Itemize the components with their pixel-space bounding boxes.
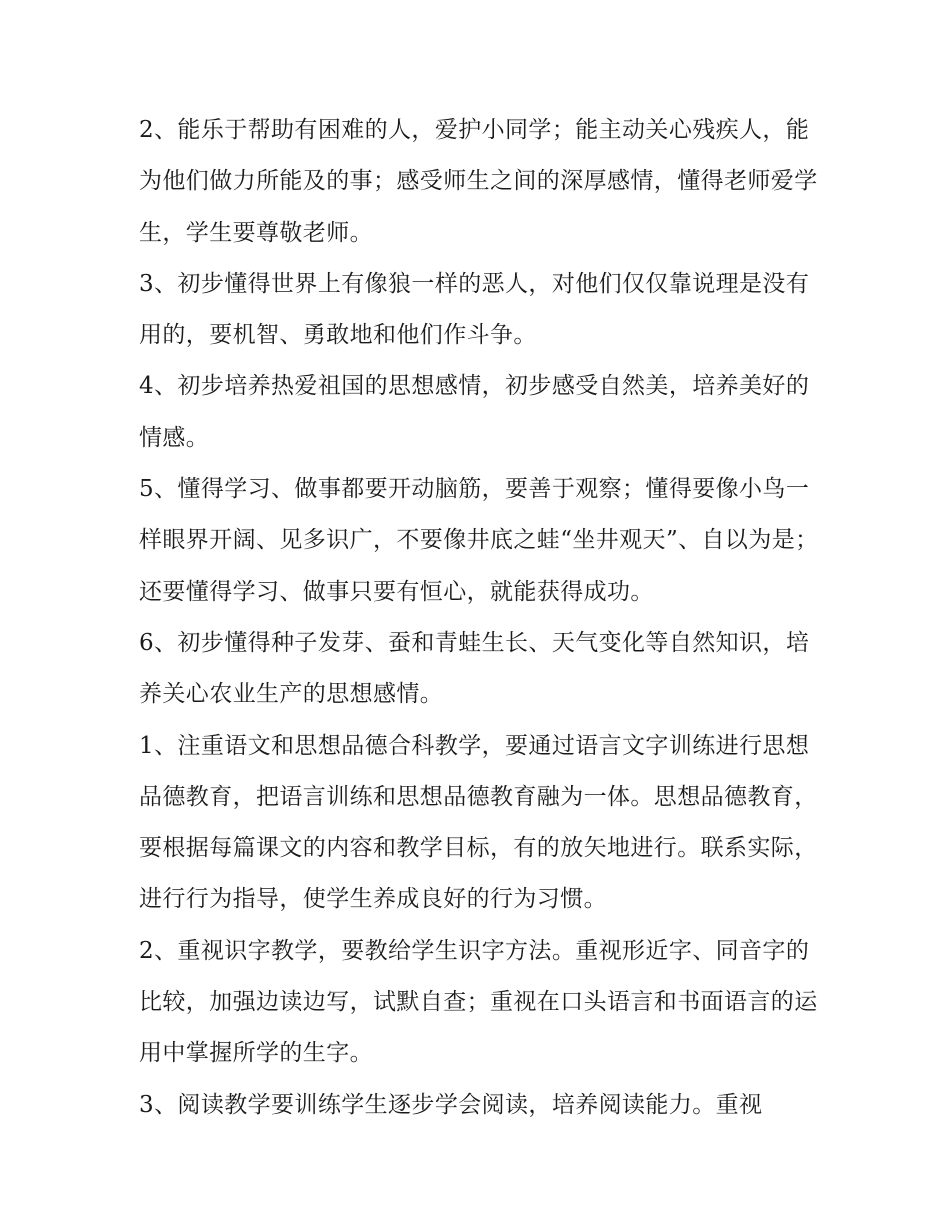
- paragraph-method-1: 1、注重语文和思想品德合科教学，要通过语言文字训练进行思想品德教育，把语言训练和思想品德教育融为一体。思想品德教育，要根据每篇课文的内容和教学目标，有的放矢地进行。联系实际，进行行为指导，使学生养成良好的行为习惯。: [139, 732, 818, 913]
- paragraph-goal-2: 2、能乐于帮助有困难的人，爱护小同学；能主动关心残疾人，能为他们做力所能及的事；感受师生之间的深厚感情，懂得老师爱学生，学生要尊敬老师。: [139, 117, 818, 246]
- paragraph-goal-4: 4、初步培养热爱祖国的思想感情，初步感受自然美，培养美好的情感。: [139, 373, 810, 451]
- document-body: [139, 105, 819, 1131]
- paragraph-goal-3: 3、初步懂得世界上有像狼一样的恶人，对他们仅仅靠说理是没有用的，要机智、勇敢地和他们作斗争。: [139, 270, 810, 349]
- paragraph-method-3: 3、阅读教学要训练学生逐步学会阅读，培养阅读能力。重视: [139, 1091, 763, 1118]
- paragraph-goal-6: 6、初步懂得种子发芽、蚕和青蛙生长、天气变化等自然知识，培养关心农业生产的思想感情。: [139, 629, 810, 708]
- paragraph-method-2: 2、重视识字教学，要教给学生识字方法。重视形近字、同音字的比较，加强边读边写，试默自查；重视在口头语言和书面语言的运用中掌握所学的生字。: [139, 937, 818, 1067]
- paragraph-goal-5: 5、懂得学习、做事都要开动脑筋，要善于观察；懂得要像小鸟一样眼界开阔、见多识广，不要像井底之蛙“坐井观天”、自以为是；还要懂得学习、做事只要有恒心，就能获得成功。: [139, 476, 819, 605]
